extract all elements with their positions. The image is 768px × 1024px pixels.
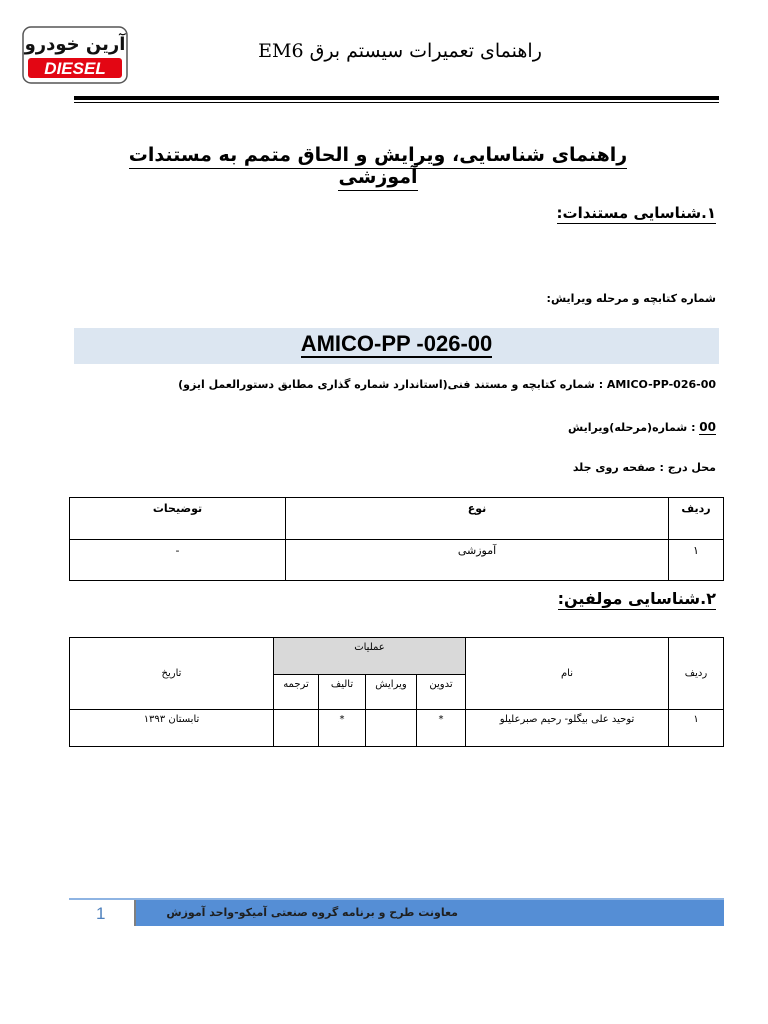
section-1-heading — [557, 204, 716, 222]
document-code-text: AMICO-PP -026-00 — [300, 331, 493, 356]
header-name: نام — [466, 638, 669, 710]
table-row — [70, 540, 724, 581]
logo-text-fa: آرین خودرو — [24, 34, 126, 55]
document-code — [74, 331, 719, 357]
footer-text: معاونت طرح و برنامه گروه صنعتی آمیکو-واحد آموزش — [166, 906, 458, 919]
table-row — [70, 710, 724, 747]
placement-line: محل درج : صفحه روی جلد — [572, 461, 716, 474]
booklet-label: شماره کتابچه و مرحله ویرایش: — [546, 292, 716, 305]
header-operations: عملیات — [274, 638, 466, 675]
cell-description: - — [70, 540, 286, 581]
company-logo — [22, 26, 128, 84]
cell-date: تابستان ۱۳۹۳ — [70, 710, 274, 747]
section-2-heading — [558, 589, 716, 608]
code-description: AMICO-PP-026-00 : شماره کتابچه و مستند فنی(استاندارد شماره گذاری مطابق دستورالعمل ایزو) — [178, 378, 716, 391]
cell-name: توحید علی بیگلو- رحیم صبرعلیلو — [466, 710, 669, 747]
edition-line — [568, 420, 716, 434]
table-header-row — [70, 498, 724, 540]
header-date: تاریخ — [70, 638, 274, 710]
cell-compile: * — [417, 710, 466, 747]
edition-label: : شماره(مرحله)ویرایش — [568, 421, 700, 434]
cell-row-number: ۱ — [669, 710, 724, 747]
header-divider — [74, 96, 719, 100]
header-row-number: ردیف — [669, 498, 724, 540]
header-description: توضیحات — [70, 498, 286, 540]
footer-separator — [134, 900, 136, 926]
header-author: تالیف — [319, 675, 366, 710]
table-header-row — [70, 638, 724, 675]
cell-author: * — [319, 710, 366, 747]
section-2-heading-text: ۲.شناسایی مولفین: — [557, 589, 716, 608]
header-compile: تدوین — [417, 675, 466, 710]
section-1-heading-text: ۱.شناسایی مستندات: — [556, 204, 716, 222]
cell-type: آموزشی — [286, 540, 669, 581]
header-title: راهنمای تعمیرات سیستم برق EM6 — [258, 40, 542, 62]
header-divider-thin — [74, 102, 719, 103]
cell-row-number: ۱ — [669, 540, 724, 581]
cell-translate — [274, 710, 319, 747]
header-row-number: ردیف — [669, 638, 724, 710]
document-title — [90, 144, 666, 188]
authors-table — [69, 637, 724, 747]
header-edit: ویرایش — [366, 675, 417, 710]
cell-edit — [366, 710, 417, 747]
document-type-table — [69, 497, 724, 581]
edition-number: 00 — [699, 420, 716, 434]
header-translate: ترجمه — [274, 675, 319, 710]
page-number: 1 — [96, 904, 106, 923]
header-type: نوع — [286, 498, 669, 540]
logo-text-en: DIESEL — [44, 59, 106, 78]
document-title-text: راهنمای شناسایی، ویرایش و الحاق متمم به مستندات آموزشی — [129, 144, 627, 191]
